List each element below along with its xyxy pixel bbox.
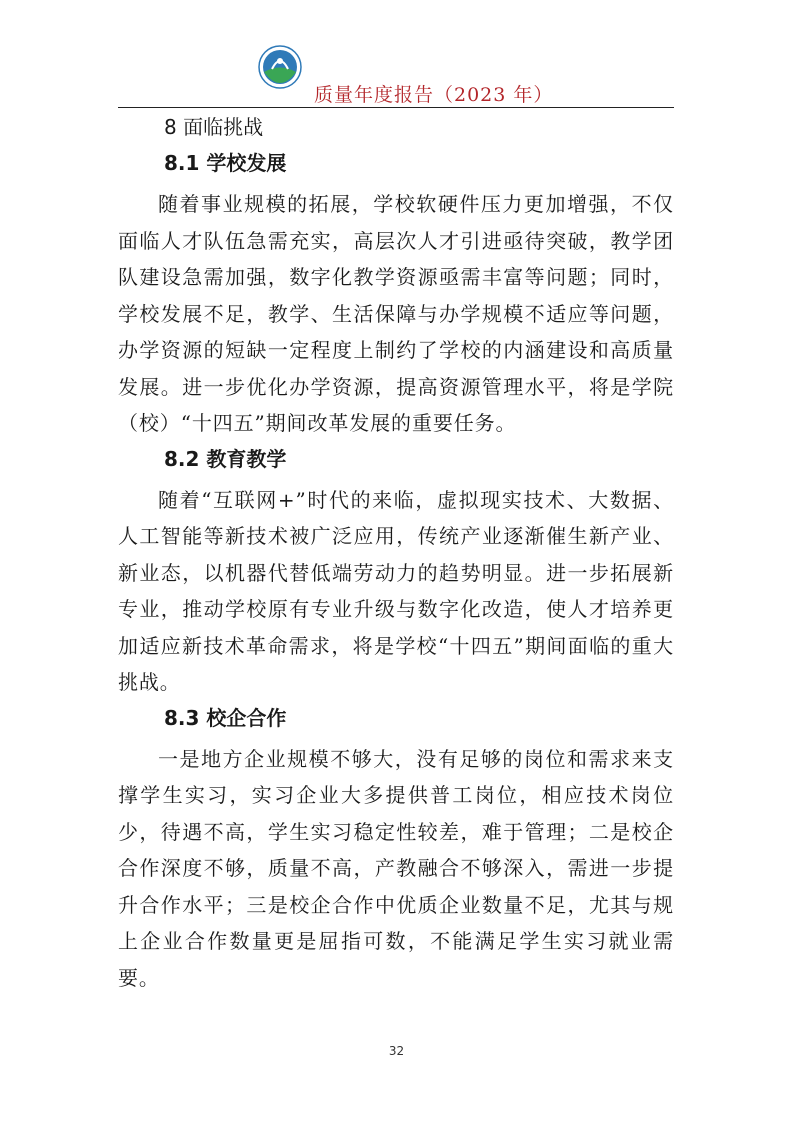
section-paragraph-school-enterprise: 一是地方企业规模不够大，没有足够的岗位和需求来支撑学生实习，实习企业大多提供普工岗位，相应技术岗位少，待遇不高，学生实习稳定性较差，难于管理；二是校企合作深度不够，质量不高，产教融合不够深入，需进一步提升合作水平；三是校企合作中优质企业数量不足，尤其与规上企业合作数量更是屈指可数，不能满足学生实习就业需要。 bbox=[118, 746, 674, 990]
page-header bbox=[118, 45, 674, 110]
main-content bbox=[118, 112, 674, 998]
section-heading-education-teaching: 8.2 教育教学 bbox=[164, 446, 287, 471]
section-paragraph-school-development: 随着事业规模的拓展，学校软硬件压力更加增强，不仅面临人才队伍急需充实，高层次人才引进亟待突破，教学团队建设急需加强，数字化教学资源亟需丰富等问题；同时，学校发展不足，教学、生活保障与办学规模不适应等问题，办学资源的短缺一定程度上制约了学校的内涵建设和高质量发展。进一步优化办学资源，提高资源管理水平，将是学院（校）“十四五”期间改革发展的重要任务。 bbox=[118, 192, 674, 435]
header-divider bbox=[118, 107, 674, 108]
section-heading-school-enterprise: 8.3 校企合作 bbox=[164, 705, 287, 730]
section-heading-school-development: 8.1 学校发展 bbox=[164, 151, 287, 175]
page-number: 32 bbox=[388, 1044, 405, 1058]
chapter-heading: 8 面临挑战 bbox=[164, 115, 264, 139]
school-emblem-icon bbox=[258, 45, 302, 89]
section-paragraph-education-teaching: 随着“互联网+”时代的来临，虚拟现实技术、大数据、人工智能等新技术被广泛应用，传统产业逐渐催生新产业、新业态，以机器代替低端劳动力的趋势明显。进一步拓展新专业，推动学校原有专业升级与数字化改造，使人才培养更加适应新技术革命需求，将是学校“十四五”期间面临的重大挑战。 bbox=[118, 487, 674, 694]
report-title: 质量年度报告（2023 年） bbox=[314, 84, 554, 106]
